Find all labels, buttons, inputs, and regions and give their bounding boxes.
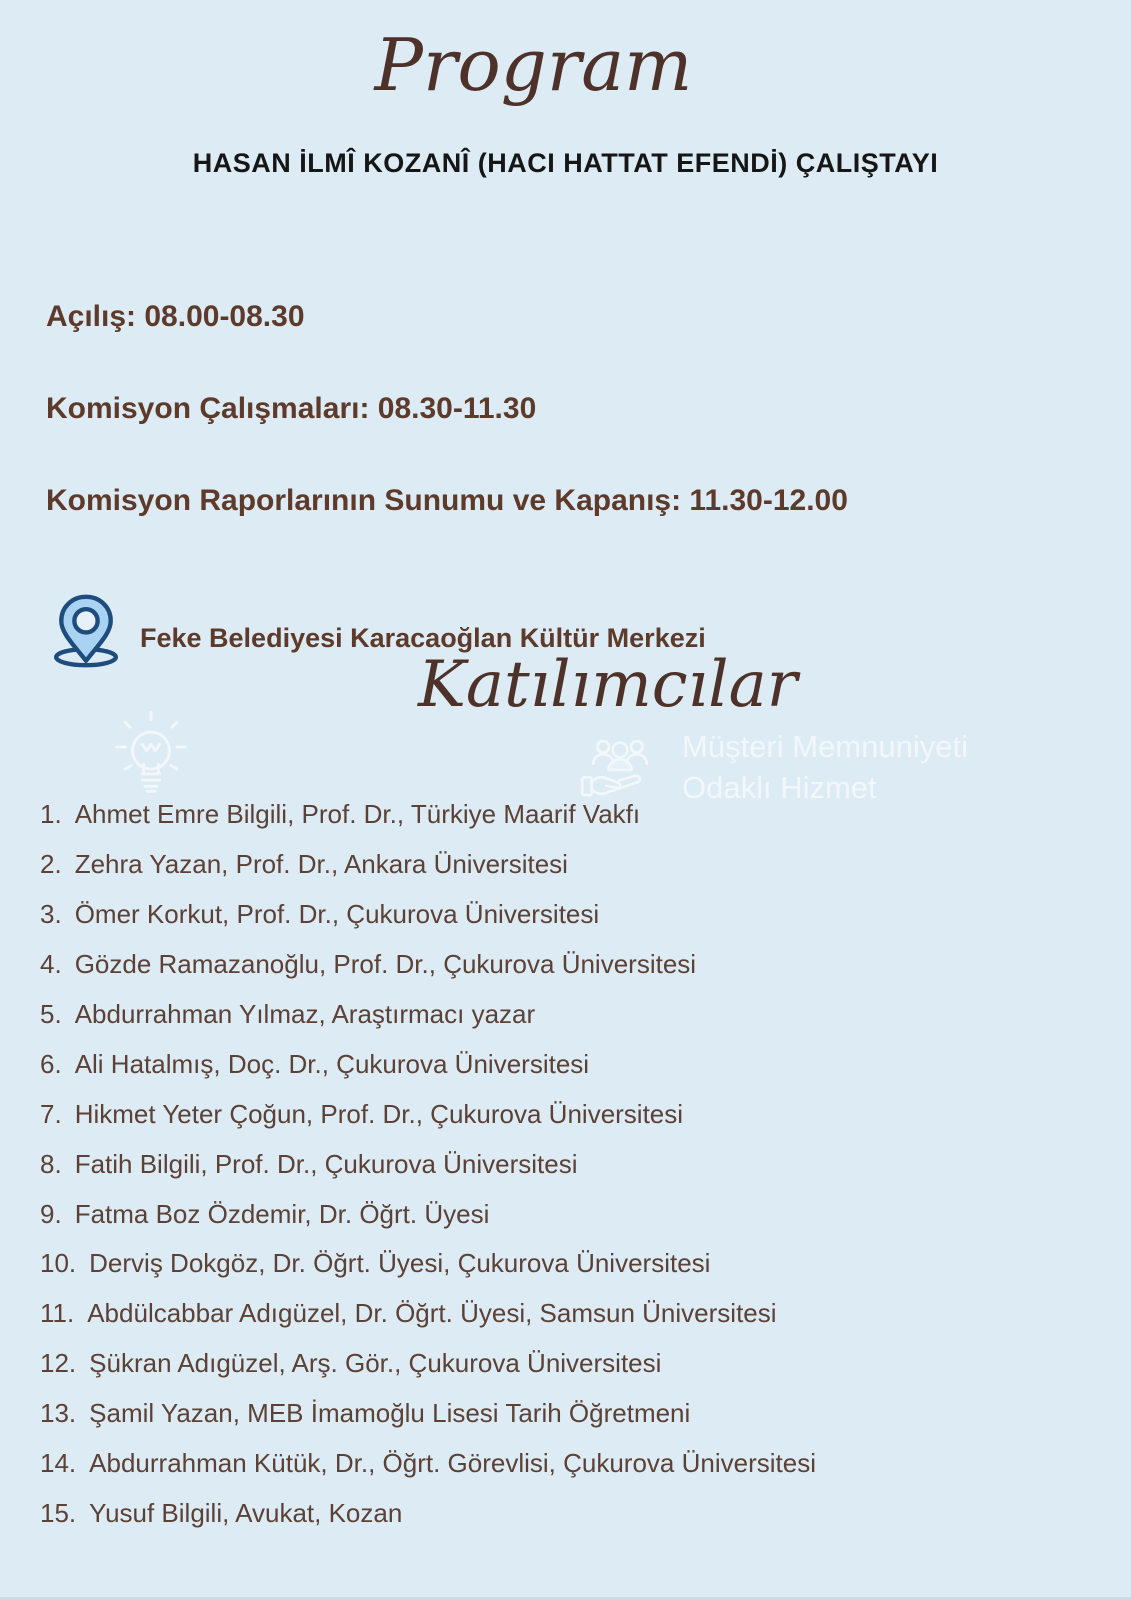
participant-text: Yusuf Bilgili, Avukat, Kozan	[89, 1497, 403, 1528]
participant-row	[40, 840, 1111, 890]
participant-text: Fatih Bilgili, Prof. Dr., Çukurova Üniversitesi	[74, 1148, 578, 1179]
watermark-line2: Odaklı Hizmet	[682, 770, 877, 805]
participants-list	[40, 790, 1111, 1538]
participant-row	[40, 890, 1111, 940]
participant-row	[40, 1089, 1111, 1139]
participant-row	[40, 1488, 1111, 1538]
participant-number: 10.	[40, 1248, 77, 1279]
participant-row	[40, 1339, 1111, 1389]
participant-text: Gözde Ramazanoğlu, Prof. Dr., Çukurova Üniversitesi	[74, 949, 697, 980]
watermark-line1: Müşteri Memnuniyeti	[682, 729, 968, 764]
participant-number: 7.	[40, 1098, 62, 1129]
venue-label: Feke Belediyesi Karacaoğlan Kültür Merkezi	[140, 622, 706, 653]
participant-row	[40, 1139, 1111, 1189]
participant-row	[40, 990, 1111, 1040]
participant-row	[40, 1289, 1111, 1339]
participant-number: 14.	[40, 1448, 77, 1479]
participants-script-title: Katılımcılar	[418, 648, 798, 722]
participant-text: Fatma Boz Özdemir, Dr. Öğrt. Üyesi	[74, 1198, 490, 1229]
participant-number: 2.	[40, 849, 62, 880]
program-script-title: Program	[374, 23, 693, 107]
participant-number: 13.	[40, 1398, 77, 1429]
participant-text: Hikmet Yeter Çoğun, Prof. Dr., Çukurova Üniversitesi	[74, 1098, 684, 1129]
participant-text: Derviş Dokgöz, Dr. Öğrt. Üyesi, Çukurova Üniversitesi	[89, 1248, 711, 1279]
participant-number: 15.	[40, 1497, 77, 1528]
participant-row	[40, 790, 1111, 840]
participant-row	[40, 940, 1111, 990]
participant-text: Şamil Yazan, MEB İmamoğlu Lisesi Tarih Öğretmeni	[89, 1398, 691, 1429]
location-pin-icon	[46, 584, 126, 678]
participant-row	[40, 1189, 1111, 1239]
participant-text: Şükran Adıgüzel, Arş. Gör., Çukurova Üniversitesi	[89, 1348, 662, 1379]
participant-number: 3.	[40, 899, 62, 930]
participant-text: Abdurrahman Kütük, Dr., Öğrt. Görevlisi, Çukurova Üniversitesi	[89, 1448, 816, 1479]
participant-number: 8.	[40, 1148, 62, 1179]
participant-number: 6.	[40, 1048, 62, 1079]
schedule-item-opening: Açılış: 08.00-08.30	[46, 300, 305, 333]
participant-row	[40, 1389, 1111, 1439]
schedule-item-commission-work: Komisyon Çalışmaları: 08.30-11.30	[46, 392, 537, 425]
schedule-item-closing: Komisyon Raporlarının Sunumu ve Kapanış: 11.30-12.00	[46, 484, 848, 517]
participant-text: Ahmet Emre Bilgili, Prof. Dr., Türkiye Maarif Vakfı	[74, 799, 641, 830]
participant-row	[40, 1239, 1111, 1289]
participant-row	[40, 1439, 1111, 1489]
workshop-title: HASAN İLMÎ KOZANÎ (HACI HATTAT EFENDİ) ÇALIŞTAYI	[192, 148, 939, 178]
participant-number: 11.	[40, 1298, 75, 1329]
participant-row	[40, 1039, 1111, 1089]
participant-number: 1.	[40, 799, 62, 830]
participant-number: 9.	[40, 1198, 62, 1229]
participant-text: Abdülcabbar Adıgüzel, Dr. Öğrt. Üyesi, Samsun Üniversitesi	[87, 1298, 777, 1329]
participant-text: Abdurrahman Yılmaz, Araştırmacı yazar	[74, 999, 536, 1029]
participant-number: 5.	[40, 999, 62, 1029]
participant-text: Zehra Yazan, Prof. Dr., Ankara Üniversitesi	[74, 849, 568, 880]
participant-text: Ömer Korkut, Prof. Dr., Çukurova Üniversitesi	[74, 899, 600, 930]
participant-number: 12.	[40, 1348, 77, 1379]
participant-text: Ali Hatalmış, Doç. Dr., Çukurova Üniversitesi	[74, 1048, 590, 1079]
participant-number: 4.	[40, 949, 62, 980]
